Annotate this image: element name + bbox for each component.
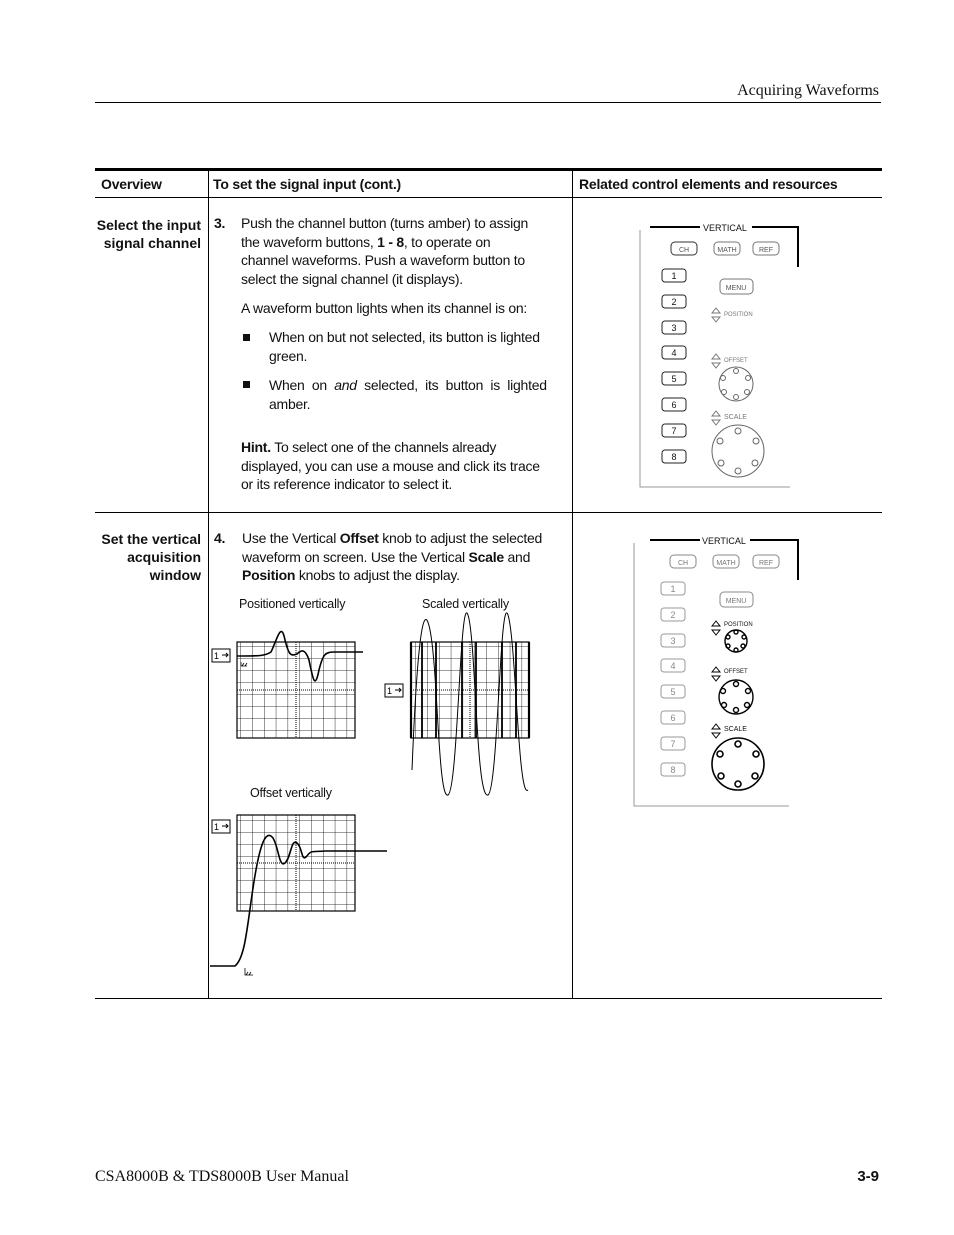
overview-line: Select the input: [96, 217, 201, 233]
offset-knob-icon: [719, 367, 753, 401]
channel-button-6: 6: [671, 400, 677, 410]
ref-button-label: REF: [759, 560, 773, 567]
channel-marker: 1: [387, 686, 393, 696]
math-button-label: MATH: [717, 247, 737, 254]
menu-button-label: MENU: [725, 598, 747, 605]
paragraph: A waveform button lights when its channel is on:: [241, 300, 528, 316]
text-span: When on: [269, 377, 335, 393]
text-line: Push the channel button (turns amber) to assign: [241, 215, 529, 231]
channel-button-6: 6: [670, 713, 676, 723]
ref-button-label: REF: [759, 247, 773, 254]
channel-button-4: 4: [670, 661, 676, 671]
channel-button-8: 8: [671, 452, 677, 462]
offset-knob-icon: [719, 680, 753, 714]
channel-button-7: 7: [670, 739, 676, 749]
text-bold: Offset: [339, 530, 379, 546]
text-line: green.: [269, 347, 308, 364]
text-span: waveform on screen. Use the Vertical: [242, 548, 469, 565]
text-line: or its reference indicator to select it.: [241, 476, 452, 492]
overview-set-vertical: [101, 530, 201, 584]
page-number: 3-9: [857, 1168, 879, 1185]
running-head: Acquiring Waveforms: [737, 82, 879, 99]
text-line: amber.: [269, 395, 311, 412]
table-row-rule: [95, 512, 882, 513]
scale-knob-label: SCALE: [724, 414, 747, 421]
offset-knob-label: OFFSET: [724, 669, 748, 675]
text-line: [269, 376, 547, 395]
scale-knob-icon: [712, 738, 764, 790]
panel-title: VERTICAL: [703, 223, 747, 233]
overview-line: window: [149, 567, 201, 583]
offset-knob-label: OFFSET: [724, 358, 748, 364]
ch-button-label: CH: [678, 247, 690, 254]
text-bold: Position: [242, 567, 296, 583]
scale-knob-label: SCALE: [724, 726, 747, 733]
column-divider: [572, 171, 573, 999]
text-line: [241, 438, 540, 457]
channel-marker: 1: [214, 651, 220, 661]
label-positioned-vertically: Positioned vertically: [239, 597, 346, 611]
vertical-panel-diagram-2: [624, 528, 809, 813]
text-line: [242, 529, 552, 548]
position-knob-label: POSITION: [724, 622, 753, 628]
step-3-text: [241, 214, 541, 288]
text-bold: Scale: [468, 548, 504, 565]
bullet-icon: [243, 381, 250, 388]
text-line: [242, 548, 552, 567]
table-top-rule: [95, 168, 882, 171]
text-span: and: [503, 548, 531, 565]
ch-button-label: CH: [677, 560, 689, 567]
channel-button-2: 2: [671, 297, 677, 307]
column-header-procedure: To set the signal input (cont.): [213, 176, 401, 192]
hint-text: [241, 438, 540, 494]
text-line: channel waveforms. Push a waveform button to: [241, 252, 525, 268]
bullet-text: [269, 376, 547, 413]
text-line: When on but not selected, its button is lighted: [269, 329, 540, 345]
overview-line: Set the vertical: [101, 531, 201, 547]
text-span: To select one of the channels already: [270, 439, 497, 455]
step-4-text: [242, 529, 552, 585]
panel-title: VERTICAL: [702, 536, 746, 546]
graticule-scaled: [380, 610, 540, 800]
channel-button-3: 3: [670, 636, 676, 646]
channel-button-3: 3: [671, 323, 677, 333]
bullet-text: [269, 328, 540, 365]
overview-select-input: [97, 216, 201, 252]
text-span: Use the Vertical: [242, 530, 340, 546]
column-header-overview: Overview: [101, 176, 162, 192]
label-offset-vertically: Offset vertically: [250, 786, 332, 800]
overview-line: signal channel: [103, 235, 201, 251]
graticule-offset: [205, 808, 395, 988]
channel-button-4: 4: [671, 348, 677, 358]
position-knob-label: POSITION: [724, 312, 753, 318]
step-number: 4.: [214, 530, 226, 546]
channel-marker: 1: [214, 822, 220, 832]
channel-button-5: 5: [671, 374, 677, 384]
bullet-icon: [243, 334, 250, 341]
manual-title: CSA8000B & TDS8000B User Manual: [95, 1168, 349, 1185]
scale-knob-icon: [712, 425, 764, 477]
column-header-related: Related control elements and resources: [579, 176, 838, 192]
text-span: knob to adjust the selected: [378, 530, 543, 546]
text-span: selected, its button is lighted: [356, 377, 547, 393]
channel-button-7: 7: [671, 426, 677, 436]
text-span: knobs to adjust the display.: [295, 567, 460, 583]
text-bold: 1 - 8: [377, 233, 404, 250]
channel-button-1: 1: [670, 584, 676, 594]
text-line: select the signal channel (it displays).: [241, 270, 463, 287]
channel-button-1: 1: [671, 271, 677, 281]
position-knob-icon: [725, 630, 747, 652]
text-line: displayed, you can use a mouse and click its trace: [241, 457, 540, 474]
text-line: [242, 566, 552, 585]
text-span: the waveform buttons,: [241, 233, 378, 250]
hint-label: Hint.: [241, 439, 271, 455]
vertical-panel-diagram: [630, 215, 810, 495]
channel-button-5: 5: [670, 687, 676, 697]
math-button-label: MATH: [716, 560, 736, 567]
step-number: 3.: [214, 215, 226, 231]
table-header-rule: [95, 197, 882, 198]
text-italic: and: [334, 377, 357, 393]
text-line: [241, 233, 541, 252]
table-bottom-rule: [95, 998, 882, 999]
header-rule: [95, 102, 881, 103]
channel-button-8: 8: [670, 765, 676, 775]
graticule-positioned: [205, 610, 375, 750]
label-scaled-vertically: Scaled vertically: [422, 597, 509, 611]
channel-button-2: 2: [670, 610, 676, 620]
text-span: , to operate on: [403, 233, 491, 250]
overview-line: acquisition: [127, 549, 201, 565]
menu-button-label: MENU: [725, 285, 747, 292]
